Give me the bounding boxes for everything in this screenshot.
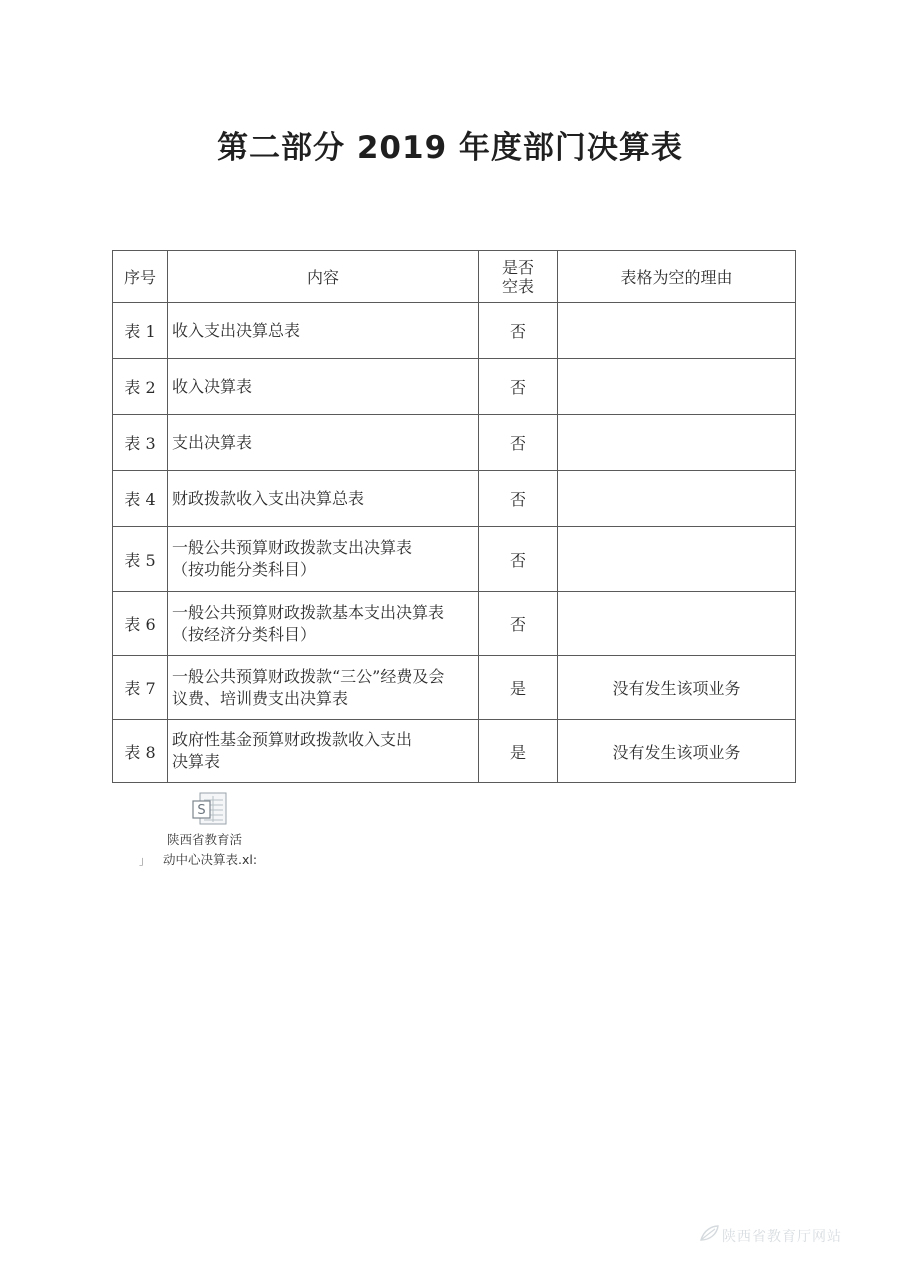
- row-content: [168, 415, 479, 471]
- row-content: [168, 471, 479, 527]
- table-row: [113, 527, 796, 592]
- row-content-line1: 支出决算表: [172, 432, 253, 452]
- header-empty-line2: 空表: [501, 276, 534, 296]
- row-reason: [558, 592, 796, 656]
- svg-text:S: S: [197, 803, 206, 818]
- table-row: [113, 415, 796, 471]
- filename-line2: 动中心决算表.xl:: [163, 852, 258, 867]
- row-empty-flag: 否: [479, 303, 558, 359]
- table-row: [113, 656, 796, 720]
- table-row: [113, 720, 796, 783]
- row-content-line1: 财政拨款收入支出决算总表: [172, 488, 365, 508]
- header-reason: 表格为空的理由: [558, 251, 796, 303]
- row-reason: [558, 527, 796, 592]
- header-empty-line1: 是否: [501, 257, 534, 277]
- row-content-line1: 一般公共预算财政拨款基本支出决算表: [172, 602, 445, 622]
- table-row: [113, 592, 796, 656]
- row-empty-flag: 是: [479, 656, 558, 720]
- table-row: [113, 359, 796, 415]
- row-seq: 表 4: [113, 471, 168, 527]
- row-reason: [558, 303, 796, 359]
- row-empty-flag: 否: [479, 359, 558, 415]
- row-content-line1: 收入决算表: [172, 376, 253, 396]
- row-content: [168, 359, 479, 415]
- row-seq: 表 1: [113, 303, 168, 359]
- row-content: [168, 720, 479, 783]
- row-content-line1: 一般公共预算财政拨款支出决算表: [172, 538, 413, 557]
- tables-list: [112, 250, 796, 783]
- row-seq: 表 5: [113, 527, 168, 592]
- row-content: [168, 656, 479, 720]
- row-content: [168, 527, 479, 592]
- header-seq: 序号: [113, 251, 168, 303]
- row-content-line1: 一般公共预算财政拨款“三公”经费及会: [172, 666, 445, 686]
- row-reason: 没有发生该项业务: [558, 720, 796, 783]
- row-reason: [558, 359, 796, 415]
- attachment-corner-mark: 」: [139, 854, 150, 867]
- watermark-text: 陕西省教育厅网站: [722, 1229, 842, 1245]
- row-seq: 表 2: [113, 359, 168, 415]
- filename-line1: 陕西省教育活: [167, 832, 243, 847]
- attachment-filename: [139, 830, 269, 870]
- table-row: [113, 303, 796, 359]
- row-content-line2: 决算表: [172, 752, 221, 771]
- row-empty-flag: 否: [479, 592, 558, 656]
- page-title: 第二部分 2019 年度部门决算表: [217, 130, 683, 166]
- header-content: 内容: [168, 251, 479, 303]
- row-content-line2: （按经济分类科目）: [172, 624, 317, 644]
- row-empty-flag: 是: [479, 720, 558, 783]
- spreadsheet-file-icon: [192, 792, 228, 826]
- row-seq: 表 3: [113, 415, 168, 471]
- row-content-line2: （按功能分类科目）: [172, 560, 317, 579]
- row-empty-flag: 否: [479, 471, 558, 527]
- row-seq: 表 8: [113, 720, 168, 783]
- row-seq: 表 7: [113, 656, 168, 720]
- row-empty-flag: 否: [479, 415, 558, 471]
- row-content-line1: 收入支出决算总表: [172, 320, 301, 340]
- row-reason: 没有发生该项业务: [558, 656, 796, 720]
- row-empty-flag: 否: [479, 527, 558, 592]
- row-content: [168, 303, 479, 359]
- header-empty: [479, 251, 558, 303]
- row-content-line1: 政府性基金预算财政拨款收入支出: [172, 730, 413, 749]
- leaf-logo-icon: [698, 1222, 720, 1244]
- header-row: [113, 251, 796, 303]
- row-content-line2: 议费、培训费支出决算表: [172, 688, 349, 708]
- attachment-file[interactable]: [139, 792, 269, 872]
- table-row: [113, 471, 796, 527]
- row-reason: [558, 415, 796, 471]
- row-seq: 表 6: [113, 592, 168, 656]
- row-content: [168, 592, 479, 656]
- row-reason: [558, 471, 796, 527]
